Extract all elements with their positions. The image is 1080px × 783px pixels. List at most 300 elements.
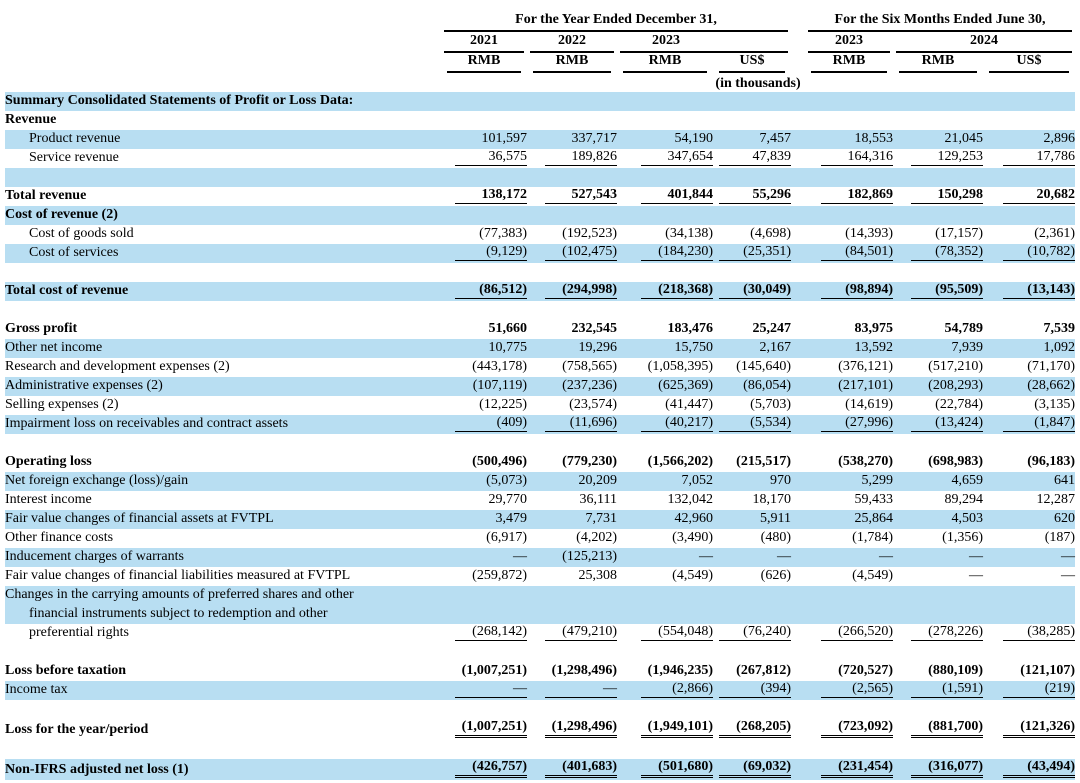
value-text: 150,298 [911,187,983,204]
cell-value [713,320,791,339]
value-text: 89,294 [944,492,983,507]
value-text: (184,230) [641,244,713,261]
table-row [5,320,1075,339]
value-text: (76,240) [719,624,791,641]
cell-value [441,605,527,624]
cell-value [527,339,617,358]
value-text: (25,351) [719,244,791,261]
value-text: 7,731 [585,511,617,526]
value-text: (121,107) [1020,663,1076,678]
cell-value [713,548,791,567]
cell-value [893,529,983,548]
value-text: 1,092 [1043,340,1076,355]
cell-value [527,415,617,434]
cell-value [805,396,893,415]
cell-value [713,206,791,225]
spacer-cell [5,263,1075,282]
cell-value [617,719,713,740]
cell-value [983,510,1075,529]
cell-value [441,681,527,700]
value-text: (107,119) [472,378,527,393]
value-text: (9,129) [455,244,527,261]
cell-value [983,567,1075,586]
cell-value [805,624,893,643]
value-text: 17,786 [1003,149,1075,166]
cell-value [983,225,1075,244]
value-text: (13,424) [911,415,983,432]
table-row [5,92,1075,111]
cell-value [713,282,791,301]
cell-value [805,491,893,510]
value-text: (1,058,395) [647,359,713,374]
value-text: 5,911 [760,511,791,526]
cell-value [983,339,1075,358]
value-text: 129,253 [911,149,983,166]
cell-value [617,225,713,244]
cell-value [805,605,893,624]
value-text: — [513,549,527,564]
units-note: (in thousands) [715,76,801,91]
year-2021-label: 2021 [444,33,524,53]
value-text: (95,509) [911,282,983,299]
cell-value [713,415,791,434]
cell-value [805,472,893,491]
value-text: 51,660 [488,321,527,336]
currency-label: US$ [719,53,785,73]
row-label: Changes in the carrying amounts of preferred shares and other [5,587,354,602]
value-text: (121,326) [1003,719,1075,738]
currency-label: RMB [447,53,521,73]
cell-value [713,92,791,111]
spacer-cell [5,301,1075,320]
value-text: (316,077) [911,759,983,778]
row-label: Inducement charges of warrants [5,549,184,564]
cell-value [805,320,893,339]
cell-value [713,510,791,529]
table-row [5,624,1075,643]
cell-value [441,491,527,510]
value-text: (192,523) [562,226,617,241]
cell-value [893,396,983,415]
cell-value [713,339,791,358]
value-text: — [699,549,713,564]
cell-value [893,111,983,130]
cell-value [617,396,713,415]
row-label: Total revenue [5,188,87,203]
currency-label: RMB [811,53,887,73]
cell-value [617,624,713,643]
table-row [5,567,1075,586]
value-text: 36,575 [455,149,527,166]
cell-value [617,282,713,301]
cell-value [617,111,713,130]
value-text: 337,717 [571,131,617,146]
value-text: (538,270) [838,454,893,469]
cell-value [617,510,713,529]
cell-value [527,225,617,244]
cell-value [713,491,791,510]
value-text: 138,172 [455,187,527,204]
value-text: (28,662) [1027,378,1076,393]
value-text: 101,597 [481,131,527,146]
cell-value [893,377,983,396]
value-text: (10,782) [1003,244,1075,261]
table-row [5,339,1075,358]
row-label: Service revenue [29,150,119,165]
cell-value [805,130,893,149]
cell-value [617,377,713,396]
value-text: 7,052 [681,473,713,488]
value-text: 2,896 [1043,131,1076,146]
cell-value [617,415,713,434]
row-label: Net foreign exchange (loss)/gain [5,473,189,488]
cell-value [983,586,1075,605]
cell-value [983,111,1075,130]
cell-value [617,187,713,206]
cell-value [893,624,983,643]
column-gap [791,567,805,586]
value-text: (5,534) [719,415,791,432]
table-row [5,149,1075,168]
column-gap [791,339,805,358]
cell-value [441,548,527,567]
value-text: (1,946,235) [647,663,713,678]
row-label: Fair value changes of financial liabilities measured at FVTPL [5,568,351,583]
spacer-row [5,263,1075,282]
table-row [5,130,1075,149]
value-text: (30,049) [719,282,791,299]
table-row [5,244,1075,263]
value-text: 232,545 [571,321,617,336]
currency-label: RMB [533,53,611,73]
column-gap [791,529,805,548]
value-text: (22,784) [935,397,983,412]
cell-value [527,759,617,780]
value-text: 3,479 [495,511,527,526]
cell-value [983,453,1075,472]
column-gap [791,149,805,168]
row-label: Fair value changes of financial assets at FVTPL [5,511,274,526]
value-text: 59,433 [854,492,893,507]
cell-value [893,605,983,624]
cell-value [893,586,983,605]
value-text: (500,496) [472,454,527,469]
cell-value [617,453,713,472]
row-label: Product revenue [29,131,121,146]
value-text: — [455,681,527,698]
cell-value [983,681,1075,700]
value-text: — [879,549,893,564]
value-text: (501,680) [641,759,713,778]
value-text: (1,949,101) [641,719,713,738]
cell-value [441,472,527,491]
column-gap [791,396,805,415]
value-text: (4,698) [750,226,791,241]
year-2023-label: 2023 [620,33,788,53]
cell-value [441,149,527,168]
cell-value [805,719,893,740]
cell-value [983,358,1075,377]
table-row [5,586,1075,605]
value-text: (102,475) [545,244,617,261]
value-text: (626) [760,568,791,583]
value-text: (86,512) [455,282,527,299]
column-gap [791,510,805,529]
row-label: Research and development expenses (2) [5,359,230,374]
value-text: — [969,568,983,583]
cell-value [893,567,983,586]
value-text: (259,872) [472,568,527,583]
cell-value [893,681,983,700]
cell-value [527,681,617,700]
cell-value [805,415,893,434]
cell-value [441,130,527,149]
value-text: 164,316 [821,149,893,166]
cell-value [617,759,713,780]
value-text: (6,917) [486,530,527,545]
value-text: 2,167 [759,340,791,355]
cell-value [441,206,527,225]
half-year-2023-label: 2023 [808,33,890,53]
column-gap [791,491,805,510]
value-text: 25,864 [854,511,893,526]
cell-value [983,624,1075,643]
cell-value [441,320,527,339]
cell-value [527,130,617,149]
header-label-spacer [5,6,441,32]
cell-value [713,225,791,244]
cell-value [527,548,617,567]
cell-value [893,187,983,206]
row-label: Income tax [5,682,68,697]
value-text: (268,205) [719,719,791,738]
value-text: 20,682 [1003,187,1075,204]
value-text: (219) [1003,681,1075,698]
cell-value [527,453,617,472]
row-label: Gross profit [5,321,78,336]
value-text: (5,703) [750,397,791,412]
cell-value [983,548,1075,567]
value-text: (880,109) [928,663,983,678]
value-text: 132,042 [667,492,713,507]
cell-value [805,282,893,301]
value-text: (554,048) [641,624,713,641]
row-label: preferential rights [29,625,129,640]
cell-value [983,130,1075,149]
spacer-row [5,168,1075,187]
cell-value [805,206,893,225]
value-text: (27,996) [821,415,893,432]
cell-value [893,415,983,434]
value-text: (96,183) [1027,454,1076,469]
value-text: 29,770 [488,492,527,507]
value-text: (2,565) [821,681,893,698]
table-row [5,605,1075,624]
value-text: (698,983) [928,454,983,469]
value-text: (480) [760,530,791,545]
cell-value [983,491,1075,510]
currency-label: US$ [989,53,1069,73]
spacer-row [5,434,1075,453]
cell-value [805,92,893,111]
value-text: (215,517) [736,454,791,469]
cell-value [617,586,713,605]
cell-value [893,92,983,111]
value-text: (78,352) [911,244,983,261]
cell-value [805,377,893,396]
cell-value [893,130,983,149]
value-text: (1,784) [852,530,893,545]
cell-value [713,358,791,377]
value-text: 47,839 [719,149,791,166]
cell-value [893,491,983,510]
year-2022-label: 2022 [530,33,614,53]
cell-value [983,719,1075,740]
cell-value [893,719,983,740]
value-text: (394) [719,681,791,698]
row-label: Non-IFRS adjusted net loss (1) [5,762,189,777]
cell-value [441,282,527,301]
cell-value [983,282,1075,301]
cell-value [527,605,617,624]
cell-value [713,377,791,396]
cell-value [617,149,713,168]
value-text: (266,520) [821,624,893,641]
cell-value [527,624,617,643]
value-text: (3,490) [672,530,713,545]
cell-value [893,759,983,780]
value-text: (69,032) [719,759,791,778]
value-text: (2,866) [641,681,713,698]
table-row [5,225,1075,244]
value-text: 347,654 [641,149,713,166]
cell-value [893,472,983,491]
cell-value [713,130,791,149]
spacer-row [5,740,1075,759]
column-gap [791,358,805,377]
value-text: 4,659 [951,473,983,488]
value-text: (1,591) [911,681,983,698]
value-text: (43,494) [1003,759,1075,778]
value-text: (2,361) [1034,226,1076,241]
spacer-cell [5,434,1075,453]
value-text: 36,111 [579,492,617,507]
value-text: (1,566,202) [647,454,713,469]
value-text: (4,549) [852,568,893,583]
row-label: Operating loss [5,454,92,469]
table-row [5,719,1075,740]
row-label: Administrative expenses (2) [5,378,163,393]
column-gap [791,453,805,472]
row-label: Impairment loss on receivables and contract assets [5,416,289,431]
cell-value [441,662,527,681]
value-text: (218,368) [641,282,713,299]
value-text: (1,298,496) [545,719,617,738]
cell-value [805,662,893,681]
value-text: (720,527) [838,663,893,678]
cell-value [983,187,1075,206]
column-gap [791,206,805,225]
spacer-cell [5,740,1075,759]
cell-value [617,567,713,586]
value-text: — [1061,549,1076,564]
spacer-cell [5,700,1075,719]
table-row [5,282,1075,301]
cell-value [441,111,527,130]
table-row [5,111,1075,130]
cell-value [617,472,713,491]
cell-value [805,529,893,548]
row-label: Loss before taxation [5,663,127,678]
cell-value [617,339,713,358]
column-gap [791,244,805,263]
six-months-group-label: For the Six Months Ended June 30, [808,12,1072,32]
value-text: — [777,549,791,564]
cell-value [713,187,791,206]
cell-value [893,225,983,244]
value-text: (11,696) [545,415,617,432]
spacer-row [5,643,1075,662]
value-text: (237,236) [562,378,617,393]
value-text: (34,138) [665,226,713,241]
row-label: Summary Consolidated Statements of Profit or Loss Data: [5,93,354,108]
cell-value [983,529,1075,548]
cell-value [441,358,527,377]
value-text: 25,247 [752,321,791,336]
table-body [5,92,1075,780]
column-gap [791,187,805,206]
spacer-cell [5,168,1075,187]
value-text: (41,447) [665,397,713,412]
cell-value [805,149,893,168]
value-text: 189,826 [545,149,617,166]
cell-value [893,339,983,358]
value-text: (479,210) [545,624,617,641]
value-text: (758,565) [562,359,617,374]
value-text: 12,287 [1036,492,1076,507]
row-label: Interest income [5,492,92,507]
cell-value [713,567,791,586]
column-gap [791,759,805,780]
table-row [5,662,1075,681]
cell-value [617,244,713,263]
value-text: 54,789 [944,321,983,336]
spacer-cell [5,643,1075,662]
value-text: (40,217) [641,415,713,432]
cell-value [805,244,893,263]
cell-value [983,605,1075,624]
column-gap [791,605,805,624]
cell-value [983,92,1075,111]
cell-value [893,206,983,225]
cell-value [617,92,713,111]
cell-value [713,453,791,472]
column-gap [791,548,805,567]
column-gap [791,320,805,339]
table-row [5,759,1075,780]
cell-value [713,244,791,263]
cell-value [713,586,791,605]
cell-value [893,320,983,339]
cell-value [713,759,791,780]
value-text: 7,457 [759,131,791,146]
cell-value [805,187,893,206]
cell-value [441,92,527,111]
value-text: (231,454) [821,759,893,778]
half-year-2024-label: 2024 [896,33,1072,53]
value-text: 20,209 [578,473,617,488]
profit-loss-table [5,6,1075,780]
